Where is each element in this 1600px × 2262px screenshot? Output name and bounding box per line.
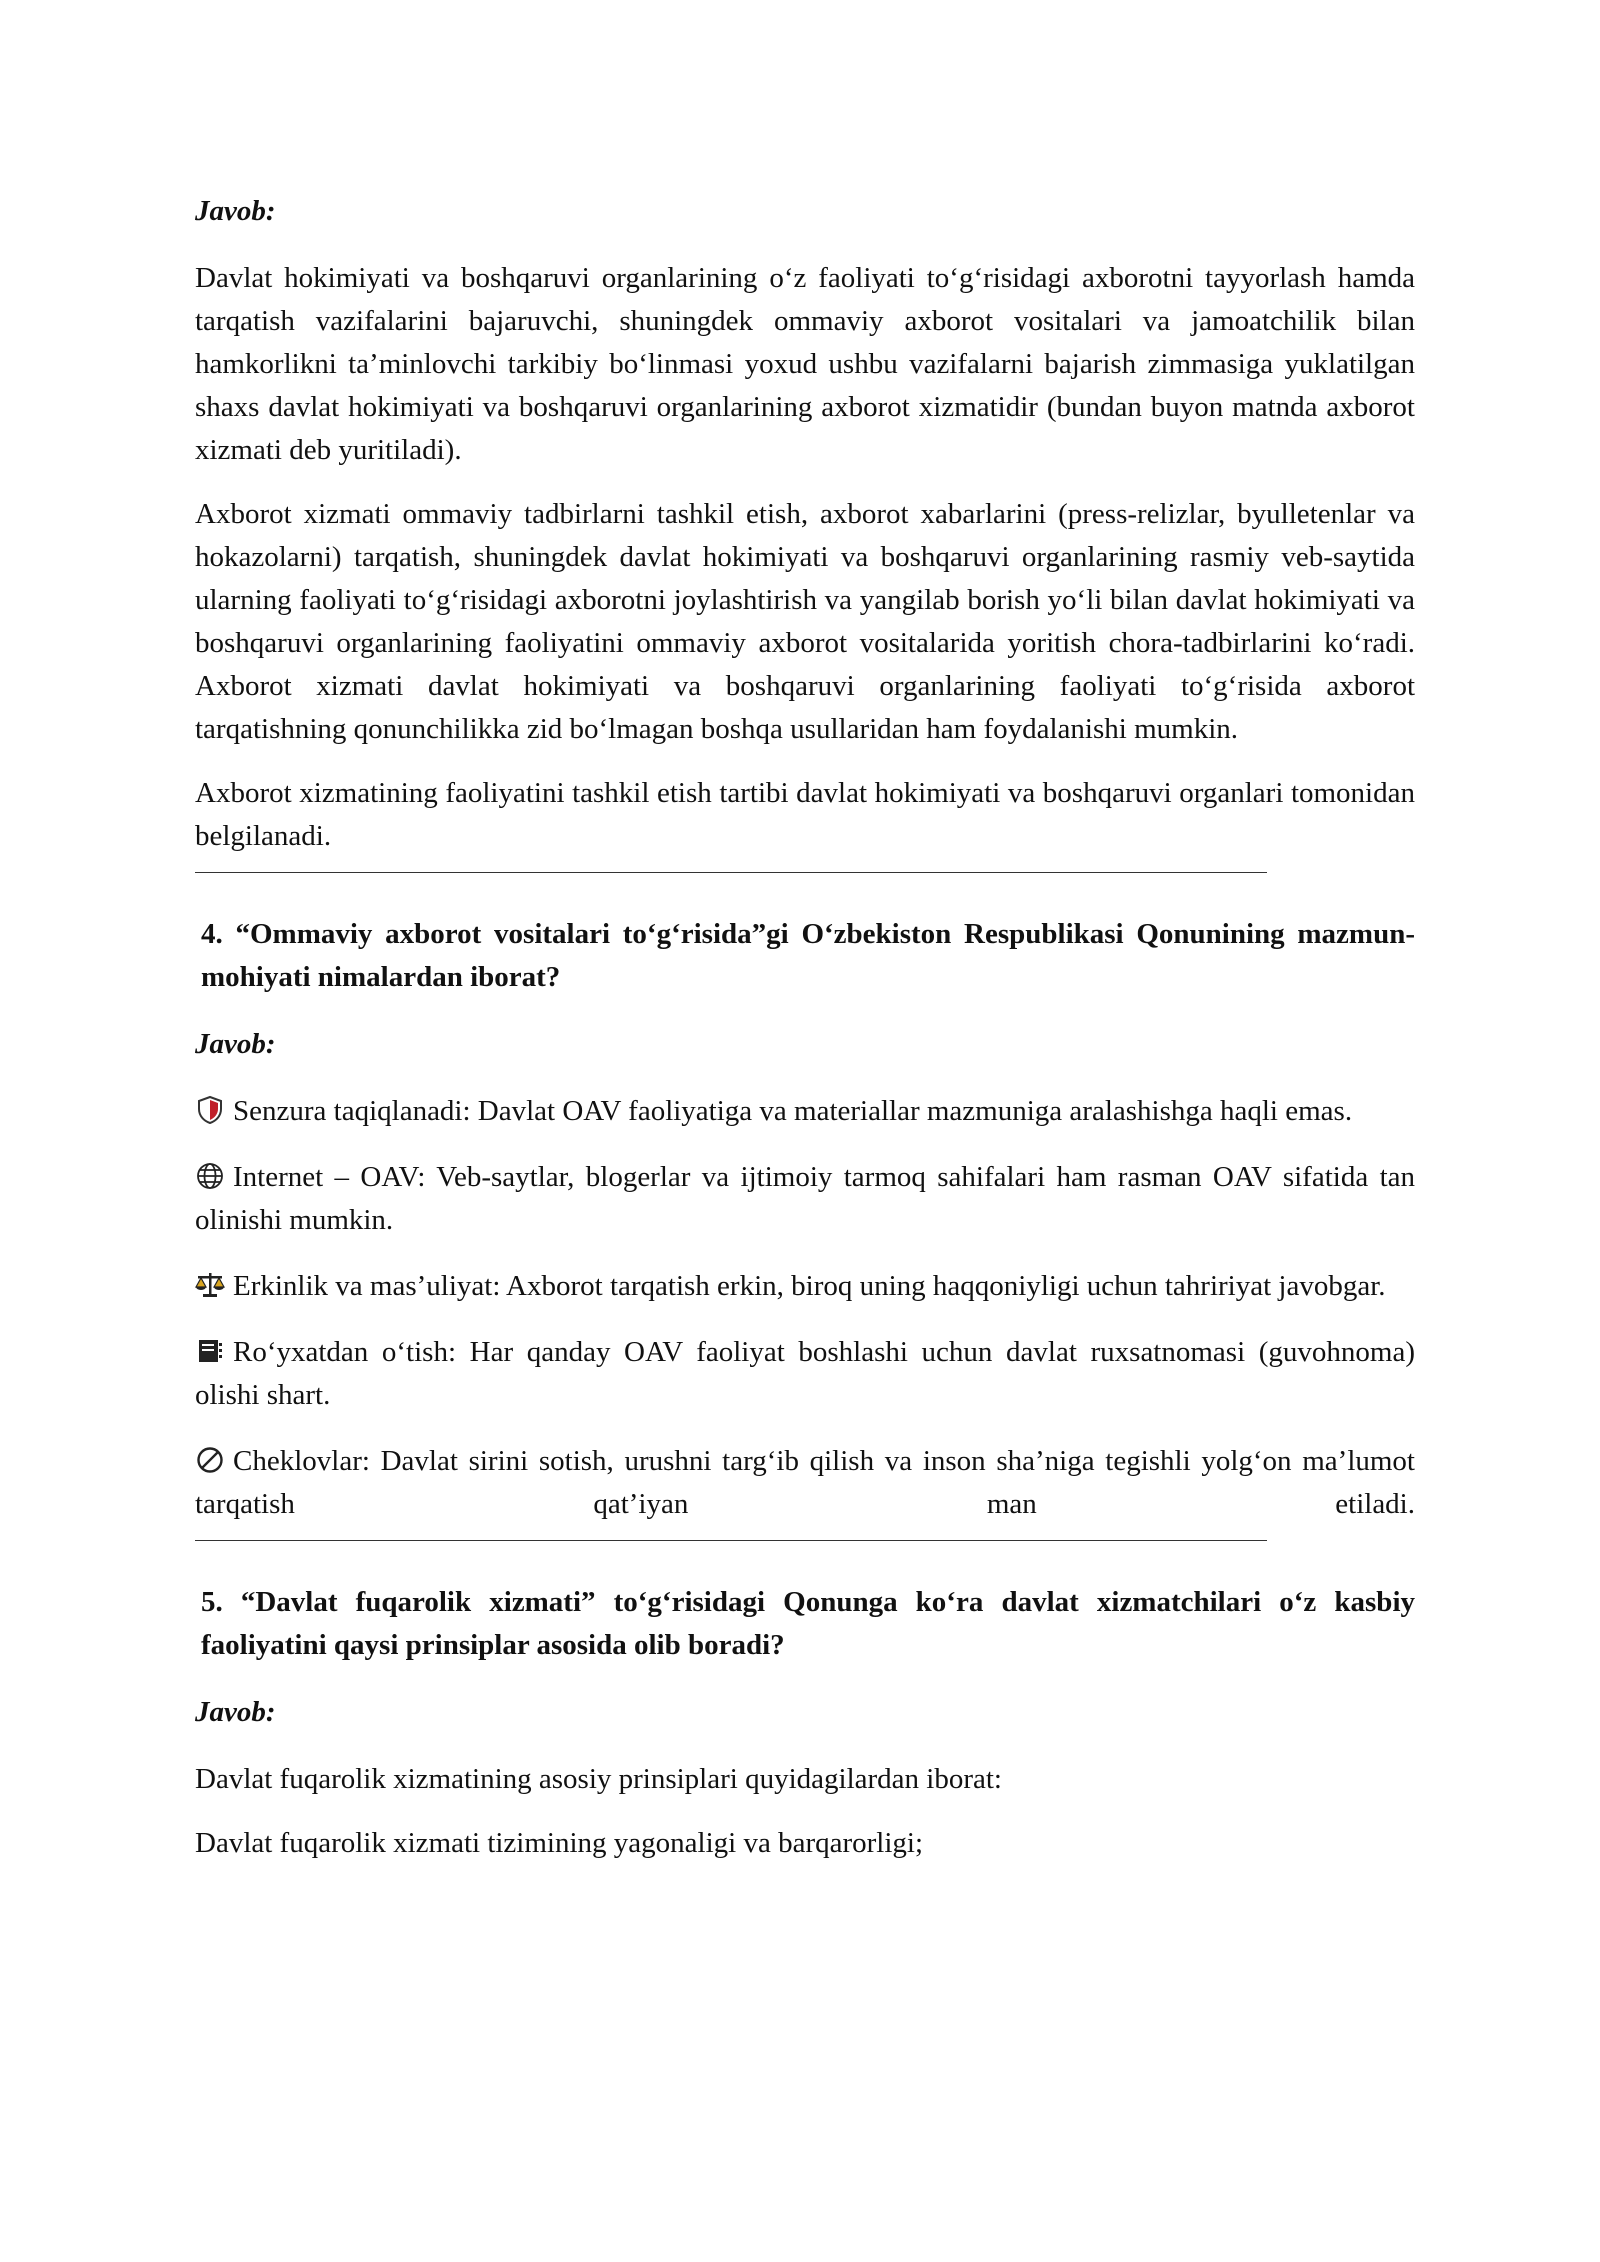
answer-paragraph: Axborot xizmatining faoliyatini tashkil etish tartibi davlat hokimiyati va boshqaruvi organlari tomonidan belgilanadi. [195, 777, 1415, 852]
list-item [195, 1156, 1415, 1242]
shield-icon [195, 1095, 225, 1125]
notebook-icon [195, 1336, 225, 1366]
list-item-text: Erkinlik va mas’uliyat: Axborot tarqatish erkin, biroq uning haqqoniyligi uchun tahririyat javobgar. [233, 1270, 1386, 1302]
answer-paragraph: Davlat fuqarolik xizmati tizimining yagonaligi va barqarorligi; [195, 1827, 924, 1859]
list-item [195, 1440, 1415, 1526]
question-heading: 5. “Davlat fuqarolik xizmati” to‘g‘risidagi Qonunga ko‘ra davlat xizmatchilari o‘z kasbiy faoliyatini qaysi prinsiplar asosida olib boradi? [201, 1586, 1415, 1661]
list-item [195, 1331, 1415, 1417]
section-divider [195, 872, 1267, 873]
answer-label: Javob: [195, 195, 276, 227]
list-item [195, 1090, 1415, 1133]
answer-paragraph: Axborot xizmati ommaviy tadbirlarni tashkil etish, axborot xabarlarini (press-relizlar, byulletenlar va hokazolarni) tarqatish, shuningdek davlat hokimiyati va boshqaruvi organlarining rasmiy veb-saytida ularning faoliyati to‘g‘risidagi axborotni joylashtirish va yangilab borish yo‘li bilan davlat hokimiyati va boshqaruvi organlarining faoliyatini ommaviy axborot vositalarida yoritish chora-tadbirlarini ko‘radi. Axborot xizmati davlat hokimiyati va boshqaruvi organlarining faoliyati to‘g‘risida axborot tarqatishning qonunchilikka zid bo‘lmagan boshqa usullaridan ham foydalanishi mumkin. [195, 498, 1415, 745]
list-item-text: Senzura taqiqlanadi: Davlat OAV faoliyatiga va materiallar mazmuniga aralashishga haqli emas. [233, 1095, 1353, 1127]
answer-label: Javob: [195, 1696, 276, 1728]
list-item [195, 1265, 1415, 1308]
list-item-text: Ro‘yxatdan o‘tish: Har qanday OAV faoliyat boshlashi uchun davlat ruxsatnomasi (guvohnoma) olishi shart. [195, 1336, 1415, 1411]
question-heading: 4. “Ommaviy axborot vositalari to‘g‘risida”gi O‘zbekiston Respublikasi Qonunining mazmun-mohiyati nimalardan iborat? [201, 918, 1415, 993]
list-item-text: Cheklovlar: Davlat sirini sotish, urushni targ‘ib qilish va inson sha’niga tegishli yolg‘on ma’lumot tarqatish qat’iyan man etiladi. [195, 1445, 1415, 1520]
document-page [195, 190, 1415, 1886]
prohibited-icon [195, 1445, 225, 1475]
scales-icon [195, 1270, 225, 1300]
globe-icon [195, 1161, 225, 1191]
answer-paragraph: Davlat hokimiyati va boshqaruvi organlarining o‘z faoliyati to‘g‘risidagi axborotni tayyorlash hamda tarqatish vazifalarini bajaruvchi, shuningdek ommaviy axborot vositalari va jamoatchilik bilan hamkorlikni ta’minlovchi tarkibiy bo‘linmasi yoxud ushbu vazifalarni bajarish zimmasiga yuklatilgan shaxs davlat hokimiyati va boshqaruvi organlarining axborot xizmatidir (bundan buyon matnda axborot xizmati deb yuritiladi). [195, 262, 1415, 466]
answer-label: Javob: [195, 1028, 276, 1060]
answer-paragraph: Davlat fuqarolik xizmatining asosiy prinsiplari quyidagilardan iborat: [195, 1763, 1002, 1795]
list-item-text: Internet – OAV: Veb-saytlar, blogerlar va ijtimoiy tarmoq sahifalari ham rasman OAV sifatida tan olinishi mumkin. [195, 1161, 1415, 1236]
section-divider [195, 1540, 1267, 1541]
